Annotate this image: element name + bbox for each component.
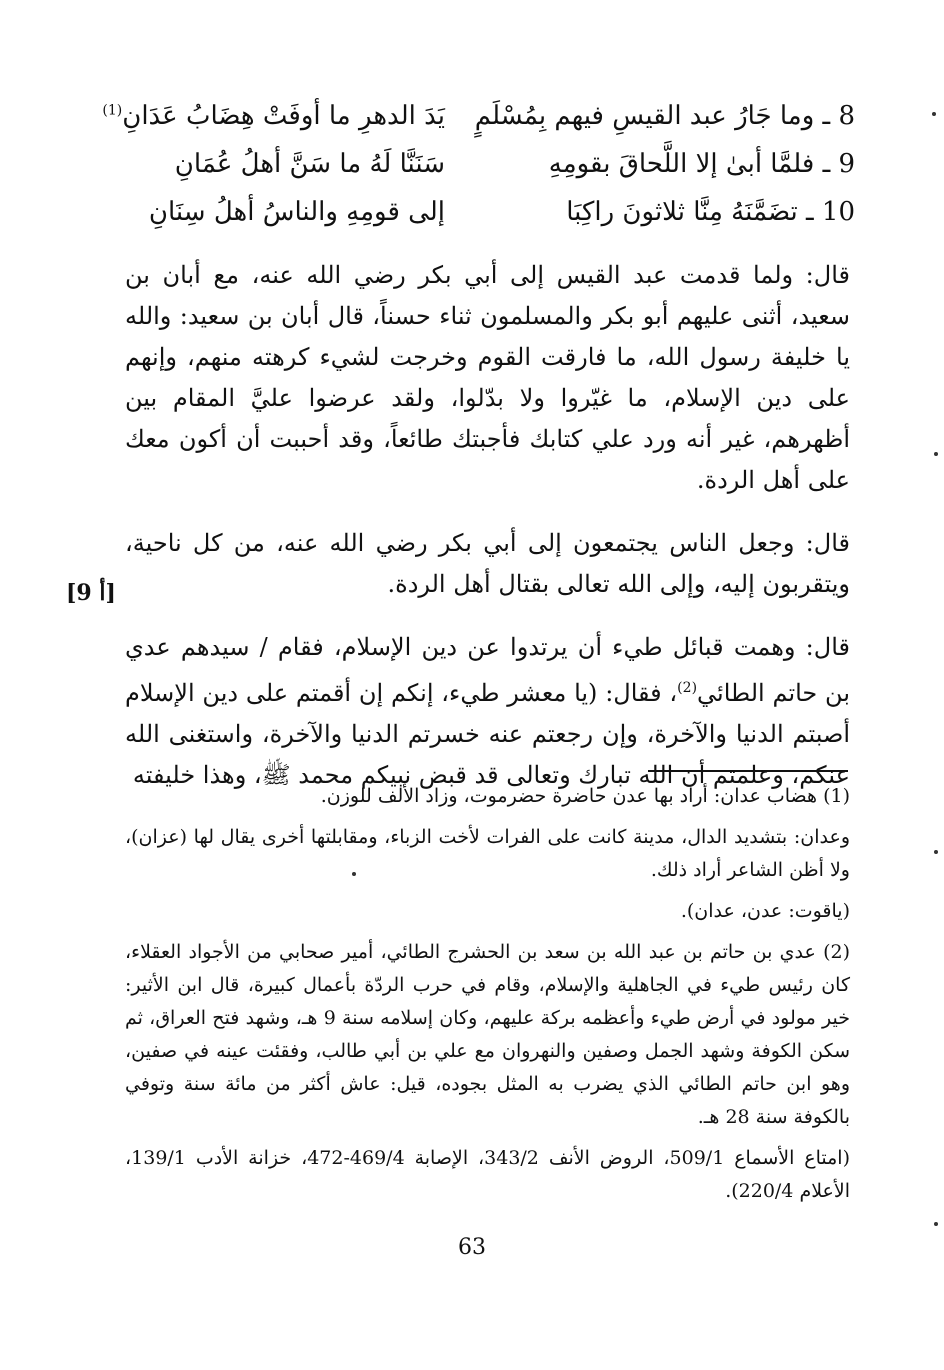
scan-speck	[934, 850, 938, 854]
verse-second-hemistich: سَنَنَّا لَهُ ما سَنَّ أهلُ عُمَانِ	[174, 149, 445, 179]
main-text	[125, 255, 850, 796]
footnote-1-source: (ياقوت: عدن، عدان).	[680, 900, 850, 922]
paragraph-text: قال: وهمت قبائل طيء أن يرتدوا عن دين الإسلام، فقام / سيدهم عدي بن حاتم الطائي	[125, 633, 850, 707]
scan-speck	[934, 1222, 938, 1226]
verse-first-hemistich: 9 ـ فلمَّا أبىٰ إلا اللَّحاقَ بقومِهِ	[548, 149, 855, 179]
footnote-marker: (2)	[677, 680, 698, 696]
verse-first-hemistich: 10 ـ تضَمَّنَهُ مِنَّا ثلاثونَ راكِبَا	[566, 197, 855, 227]
scan-speck	[352, 872, 356, 876]
scan-speck	[934, 452, 938, 456]
verse-9	[125, 140, 855, 188]
scan-speck	[932, 112, 936, 116]
footnote-2: (2) عدي بن حاتم بن عبد الله بن سعد بن الحشرج الطائي، أمير صحابي من الأجواد العقلاء، كان رئيس طيء في الجاهلية والإسلام، وقام في حرب الردّة بأعمال كبيرة، قال ابن الأثير: خير مولود في أرض طيء وأعظمه بركة عليهم، وكان إسلامه سنة 9 هـ، وشهد فتح العراق، ثم سكن الكوفة وشهد الجمل وصفين والنهروان مع علي بن أبي طالب، وفقئت عينه في صفين، وهو ابن حاتم الطائي الذي يضرب به المثل بجوده، قيل: عاش أكثر من مائة سنة وتوفي بالكوفة سنة 28 هـ.	[125, 941, 850, 1128]
verse-first-hemistich: 8 ـ وما جَارُ عبد القيسِ فيهم بِمُسْلَمٍ	[474, 101, 855, 131]
verse-10	[125, 188, 855, 236]
paragraph: قال: ولما قدمت عبد القيس إلى أبي بكر رضي الله عنه، مع أبان بن سعيد، أثنى عليهم أبو بكر والمسلمون ثناء حسناً، قال أبان بن سعيد: والله يا خليفة رسول الله، ما فارقت القوم وخرجت لشيء كرهته منهم، وإنهم على دين الإسلام، ما غيّروا ولا بدّلوا، ولقد عرضوا عليَّ المقام بين أظهرهم، غير أنه ورد علي كتابك فأجبتك طائعاً، وقد أحببت أن أكون معك على أهل الردة.	[125, 261, 850, 494]
poem	[102, 92, 855, 236]
verse-second-hemistich: إلى قومِهِ والناسُ أهلُ سِنَانِ	[148, 197, 445, 227]
manuscript-folio-marker: [9 أ]	[66, 580, 116, 606]
footnote-1-continued: وعدان: بتشديد الدال، مدينة كانت على الفرات لأخت الزباء، ومقابلتها أخرى يقال لها (عزان)، ولا أظن الشاعر أراد ذلك.	[125, 826, 850, 881]
footnote-separator	[648, 770, 848, 772]
paragraph-text: ، فقال: (يا معشر طيء، إنكم إن أقمتم على دين الإسلام أصبتم الدنيا والآخرة، وإن رجعتم عنه خسرتم الدنيا والآخرة، واستغنى الله عنكم، وعلمتم أن الله تبارك وتعالى قد قبض نبيكم محمد ﷺ، وهذا خليفته	[125, 679, 850, 789]
footnote-marker: (1)	[102, 102, 123, 119]
footnotes	[125, 780, 850, 1208]
footnote-2-sources: (امتاع الأسماع 509/1، الروض الأنف 343/2، الإصابة 469/4-472، خزانة الأدب 139/1، الأعلام 220/4).	[125, 1147, 851, 1202]
page-number: 63	[458, 1235, 486, 1260]
footnote-1: (1) هضاب عدان: أراد بها عدن حاضرة حضرموت، وزاد الألف للوزن.	[320, 785, 850, 807]
verse-8	[102, 92, 855, 140]
paragraph: قال: وجعل الناس يجتمعون إلى أبي بكر رضي الله عنه، من كل ناحية، ويتقربون إليه، وإلى الله تعالى بقتال أهل الردة.	[125, 529, 850, 598]
verse-second-hemistich	[102, 92, 445, 140]
verse-text: يَدَ الدهرِ ما أوفَتْ هِضَابُ عَدَانِ	[122, 101, 445, 131]
